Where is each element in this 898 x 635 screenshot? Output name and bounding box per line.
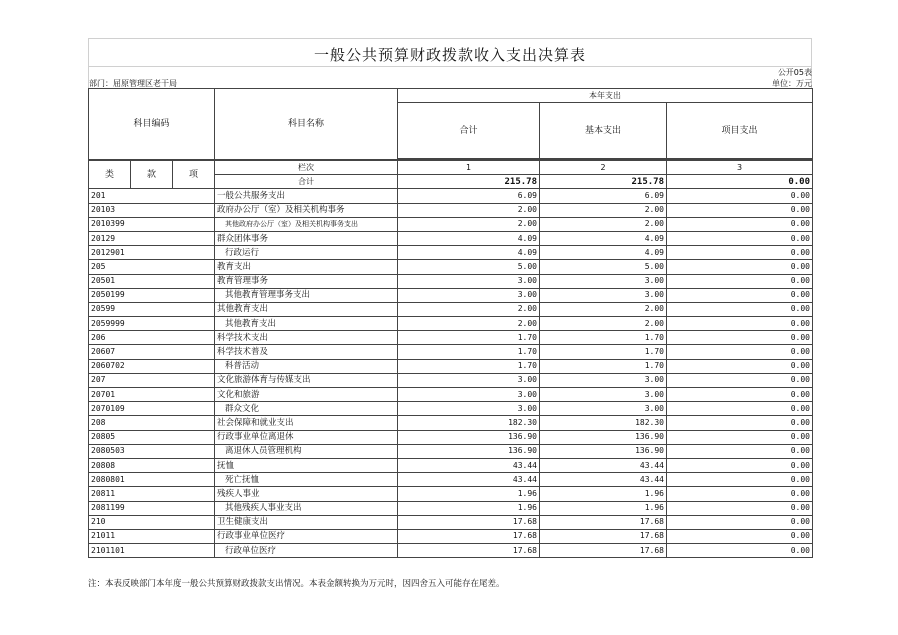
subject-name: 残疾人事业 bbox=[215, 487, 398, 501]
subject-name: 离退休人员管理机构 bbox=[215, 444, 398, 458]
amount-project: 0.00 bbox=[667, 402, 813, 416]
subject-name: 教育管理事务 bbox=[215, 274, 398, 288]
amount-total: 17.68 bbox=[398, 529, 540, 543]
amount-basic: 136.90 bbox=[540, 444, 667, 458]
budget-table-body bbox=[88, 160, 813, 558]
subject-code: 20599 bbox=[89, 302, 215, 316]
table-row bbox=[89, 288, 813, 302]
subject-code: 2010399 bbox=[89, 217, 215, 231]
column-index-row bbox=[89, 161, 813, 175]
amount-total: 3.00 bbox=[398, 288, 540, 302]
subject-name: 行政事业单位离退休 bbox=[215, 430, 398, 444]
column-index-label: 栏次 bbox=[215, 161, 398, 175]
total-basic: 215.78 bbox=[540, 175, 667, 189]
subject-name: 其他教育管理事务支出 bbox=[215, 288, 398, 302]
subject-code: 2050199 bbox=[89, 288, 215, 302]
table-row bbox=[89, 231, 813, 245]
amount-basic: 2.00 bbox=[540, 217, 667, 231]
amount-basic: 2.00 bbox=[540, 302, 667, 316]
table-row bbox=[89, 274, 813, 288]
amount-total: 182.30 bbox=[398, 416, 540, 430]
subject-code: 2101101 bbox=[89, 544, 215, 558]
subject-name: 科学技术普及 bbox=[215, 345, 398, 359]
table-row bbox=[89, 458, 813, 472]
table-row bbox=[89, 302, 813, 316]
subject-code: 205 bbox=[89, 260, 215, 274]
table-row bbox=[89, 529, 813, 543]
amount-project: 0.00 bbox=[667, 458, 813, 472]
amount-total: 2.00 bbox=[398, 203, 540, 217]
amount-project: 0.00 bbox=[667, 260, 813, 274]
amount-project: 0.00 bbox=[667, 274, 813, 288]
amount-project: 0.00 bbox=[667, 345, 813, 359]
table-row bbox=[89, 203, 813, 217]
subject-name: 死亡抚恤 bbox=[215, 473, 398, 487]
subject-code: 20805 bbox=[89, 430, 215, 444]
subject-name: 科普活动 bbox=[215, 359, 398, 373]
amount-project: 0.00 bbox=[667, 416, 813, 430]
subject-code: 208 bbox=[89, 416, 215, 430]
amount-total: 3.00 bbox=[398, 388, 540, 402]
subject-name: 其他政府办公厅（室）及相关机构事务支出 bbox=[215, 217, 398, 231]
amount-basic: 3.00 bbox=[540, 373, 667, 387]
subject-name: 教育支出 bbox=[215, 260, 398, 274]
subject-name: 文化旅游体育与传媒支出 bbox=[215, 373, 398, 387]
subject-name: 群众文化 bbox=[215, 402, 398, 416]
amount-project: 0.00 bbox=[667, 373, 813, 387]
amount-total: 4.09 bbox=[398, 246, 540, 260]
amount-project: 0.00 bbox=[667, 388, 813, 402]
total-project: 0.00 bbox=[667, 175, 813, 189]
amount-total: 5.00 bbox=[398, 260, 540, 274]
grid-line bbox=[88, 38, 812, 39]
amount-project: 0.00 bbox=[667, 444, 813, 458]
subject-name: 行政运行 bbox=[215, 246, 398, 260]
subject-name: 文化和旅游 bbox=[215, 388, 398, 402]
amount-basic: 1.70 bbox=[540, 345, 667, 359]
table-row bbox=[89, 487, 813, 501]
subject-code: 2080801 bbox=[89, 473, 215, 487]
table-row bbox=[89, 501, 813, 515]
table-row bbox=[89, 515, 813, 529]
table-row bbox=[89, 260, 813, 274]
amount-total: 3.00 bbox=[398, 373, 540, 387]
subject-code: 20811 bbox=[89, 487, 215, 501]
amount-basic: 1.96 bbox=[540, 501, 667, 515]
amount-project: 0.00 bbox=[667, 487, 813, 501]
amount-basic: 1.70 bbox=[540, 331, 667, 345]
amount-project: 0.00 bbox=[667, 317, 813, 331]
header-current-year-expense: 本年支出 bbox=[398, 89, 813, 103]
amount-basic: 17.68 bbox=[540, 529, 667, 543]
department-label: 部门：屈原管理区老干局 bbox=[89, 79, 177, 88]
header-subject-name: 科目名称 bbox=[215, 89, 398, 160]
amount-total: 3.00 bbox=[398, 402, 540, 416]
subject-name: 行政事业单位医疗 bbox=[215, 529, 398, 543]
column-index-3: 3 bbox=[667, 161, 813, 175]
amount-basic: 1.70 bbox=[540, 359, 667, 373]
amount-total: 2.00 bbox=[398, 217, 540, 231]
amount-project: 0.00 bbox=[667, 515, 813, 529]
total-amount: 215.78 bbox=[398, 175, 540, 189]
amount-project: 0.00 bbox=[667, 288, 813, 302]
amount-basic: 2.00 bbox=[540, 317, 667, 331]
footnote: 注：本表反映部门本年度一般公共预算财政拨款支出情况。本表金额转换为万元时，因四舍五入可能存在尾差。 bbox=[88, 579, 505, 589]
amount-total: 136.90 bbox=[398, 430, 540, 444]
subject-code: 20701 bbox=[89, 388, 215, 402]
subject-code: 20808 bbox=[89, 458, 215, 472]
table-row bbox=[89, 388, 813, 402]
table-row bbox=[89, 359, 813, 373]
table-row bbox=[89, 345, 813, 359]
amount-project: 0.00 bbox=[667, 189, 813, 203]
grid-line bbox=[88, 66, 812, 67]
amount-total: 17.68 bbox=[398, 544, 540, 558]
amount-basic: 182.30 bbox=[540, 416, 667, 430]
amount-basic: 17.68 bbox=[540, 515, 667, 529]
amount-project: 0.00 bbox=[667, 544, 813, 558]
subject-code: 206 bbox=[89, 331, 215, 345]
header-subject-code: 科目编码 bbox=[89, 89, 215, 160]
amount-basic: 6.09 bbox=[540, 189, 667, 203]
amount-basic: 136.90 bbox=[540, 430, 667, 444]
page-title: 一般公共预算财政拨款收入支出决算表 bbox=[313, 46, 586, 64]
amount-basic: 43.44 bbox=[540, 473, 667, 487]
amount-project: 0.00 bbox=[667, 359, 813, 373]
column-index-1: 1 bbox=[398, 161, 540, 175]
subject-code: 207 bbox=[89, 373, 215, 387]
amount-total: 1.70 bbox=[398, 359, 540, 373]
column-index-2: 2 bbox=[540, 161, 667, 175]
table-row bbox=[89, 473, 813, 487]
amount-basic: 5.00 bbox=[540, 260, 667, 274]
subject-name: 行政单位医疗 bbox=[215, 544, 398, 558]
header-total: 合计 bbox=[398, 103, 540, 159]
budget-table bbox=[88, 88, 813, 160]
subject-code: 21011 bbox=[89, 529, 215, 543]
amount-project: 0.00 bbox=[667, 331, 813, 345]
subject-code: 20607 bbox=[89, 345, 215, 359]
subject-code: 2012901 bbox=[89, 246, 215, 260]
subject-code: 2080503 bbox=[89, 444, 215, 458]
header-project-expense: 项目支出 bbox=[667, 103, 813, 159]
subject-code: 2059999 bbox=[89, 317, 215, 331]
subject-name: 群众团体事务 bbox=[215, 231, 398, 245]
subject-code: 20103 bbox=[89, 203, 215, 217]
table-row bbox=[89, 416, 813, 430]
amount-basic: 17.68 bbox=[540, 544, 667, 558]
amount-total: 43.44 bbox=[398, 473, 540, 487]
subject-name: 抚恤 bbox=[215, 458, 398, 472]
amount-basic: 43.44 bbox=[540, 458, 667, 472]
header-basic-expense: 基本支出 bbox=[540, 103, 667, 159]
amount-project: 0.00 bbox=[667, 203, 813, 217]
subject-code: 2070109 bbox=[89, 402, 215, 416]
total-label: 合计 bbox=[215, 175, 398, 189]
subject-code: 20501 bbox=[89, 274, 215, 288]
amount-basic: 3.00 bbox=[540, 388, 667, 402]
table-row bbox=[89, 402, 813, 416]
header-class: 类 bbox=[89, 161, 131, 189]
subject-code: 20129 bbox=[89, 231, 215, 245]
unit-label: 单位：万元 bbox=[772, 79, 812, 88]
amount-basic: 1.96 bbox=[540, 487, 667, 501]
amount-project: 0.00 bbox=[667, 501, 813, 515]
amount-total: 136.90 bbox=[398, 444, 540, 458]
amount-total: 1.96 bbox=[398, 501, 540, 515]
amount-basic: 4.09 bbox=[540, 246, 667, 260]
header-item: 项 bbox=[173, 161, 215, 189]
amount-project: 0.00 bbox=[667, 231, 813, 245]
header-section: 款 bbox=[131, 161, 173, 189]
amount-project: 0.00 bbox=[667, 473, 813, 487]
table-row bbox=[89, 331, 813, 345]
amount-project: 0.00 bbox=[667, 430, 813, 444]
amount-basic: 3.00 bbox=[540, 288, 667, 302]
amount-total: 2.00 bbox=[398, 302, 540, 316]
subject-name: 卫生健康支出 bbox=[215, 515, 398, 529]
amount-total: 2.00 bbox=[398, 317, 540, 331]
table-row bbox=[89, 544, 813, 558]
subject-name: 科学技术支出 bbox=[215, 331, 398, 345]
subject-name: 其他残疾人事业支出 bbox=[215, 501, 398, 515]
amount-total: 17.68 bbox=[398, 515, 540, 529]
subject-code: 2081199 bbox=[89, 501, 215, 515]
amount-project: 0.00 bbox=[667, 302, 813, 316]
subject-name: 其他教育支出 bbox=[215, 302, 398, 316]
table-row bbox=[89, 444, 813, 458]
table-row bbox=[89, 246, 813, 260]
table-row bbox=[89, 430, 813, 444]
amount-total: 3.00 bbox=[398, 274, 540, 288]
table-row bbox=[89, 189, 813, 203]
amount-total: 1.70 bbox=[398, 345, 540, 359]
amount-total: 1.70 bbox=[398, 331, 540, 345]
form-number: 公开05表 bbox=[777, 68, 812, 77]
subject-name: 政府办公厅（室）及相关机构事务 bbox=[215, 203, 398, 217]
amount-project: 0.00 bbox=[667, 529, 813, 543]
table-row bbox=[89, 217, 813, 231]
amount-total: 43.44 bbox=[398, 458, 540, 472]
amount-basic: 2.00 bbox=[540, 203, 667, 217]
amount-project: 0.00 bbox=[667, 246, 813, 260]
subject-code: 201 bbox=[89, 189, 215, 203]
amount-basic: 3.00 bbox=[540, 402, 667, 416]
subject-name: 其他教育支出 bbox=[215, 317, 398, 331]
subject-name: 社会保障和就业支出 bbox=[215, 416, 398, 430]
amount-total: 1.96 bbox=[398, 487, 540, 501]
amount-basic: 3.00 bbox=[540, 274, 667, 288]
subject-code: 2060702 bbox=[89, 359, 215, 373]
amount-total: 4.09 bbox=[398, 231, 540, 245]
subject-name: 一般公共服务支出 bbox=[215, 189, 398, 203]
table-row bbox=[89, 373, 813, 387]
subject-code: 210 bbox=[89, 515, 215, 529]
table-row bbox=[89, 317, 813, 331]
amount-total: 6.09 bbox=[398, 189, 540, 203]
amount-basic: 4.09 bbox=[540, 231, 667, 245]
amount-project: 0.00 bbox=[667, 217, 813, 231]
